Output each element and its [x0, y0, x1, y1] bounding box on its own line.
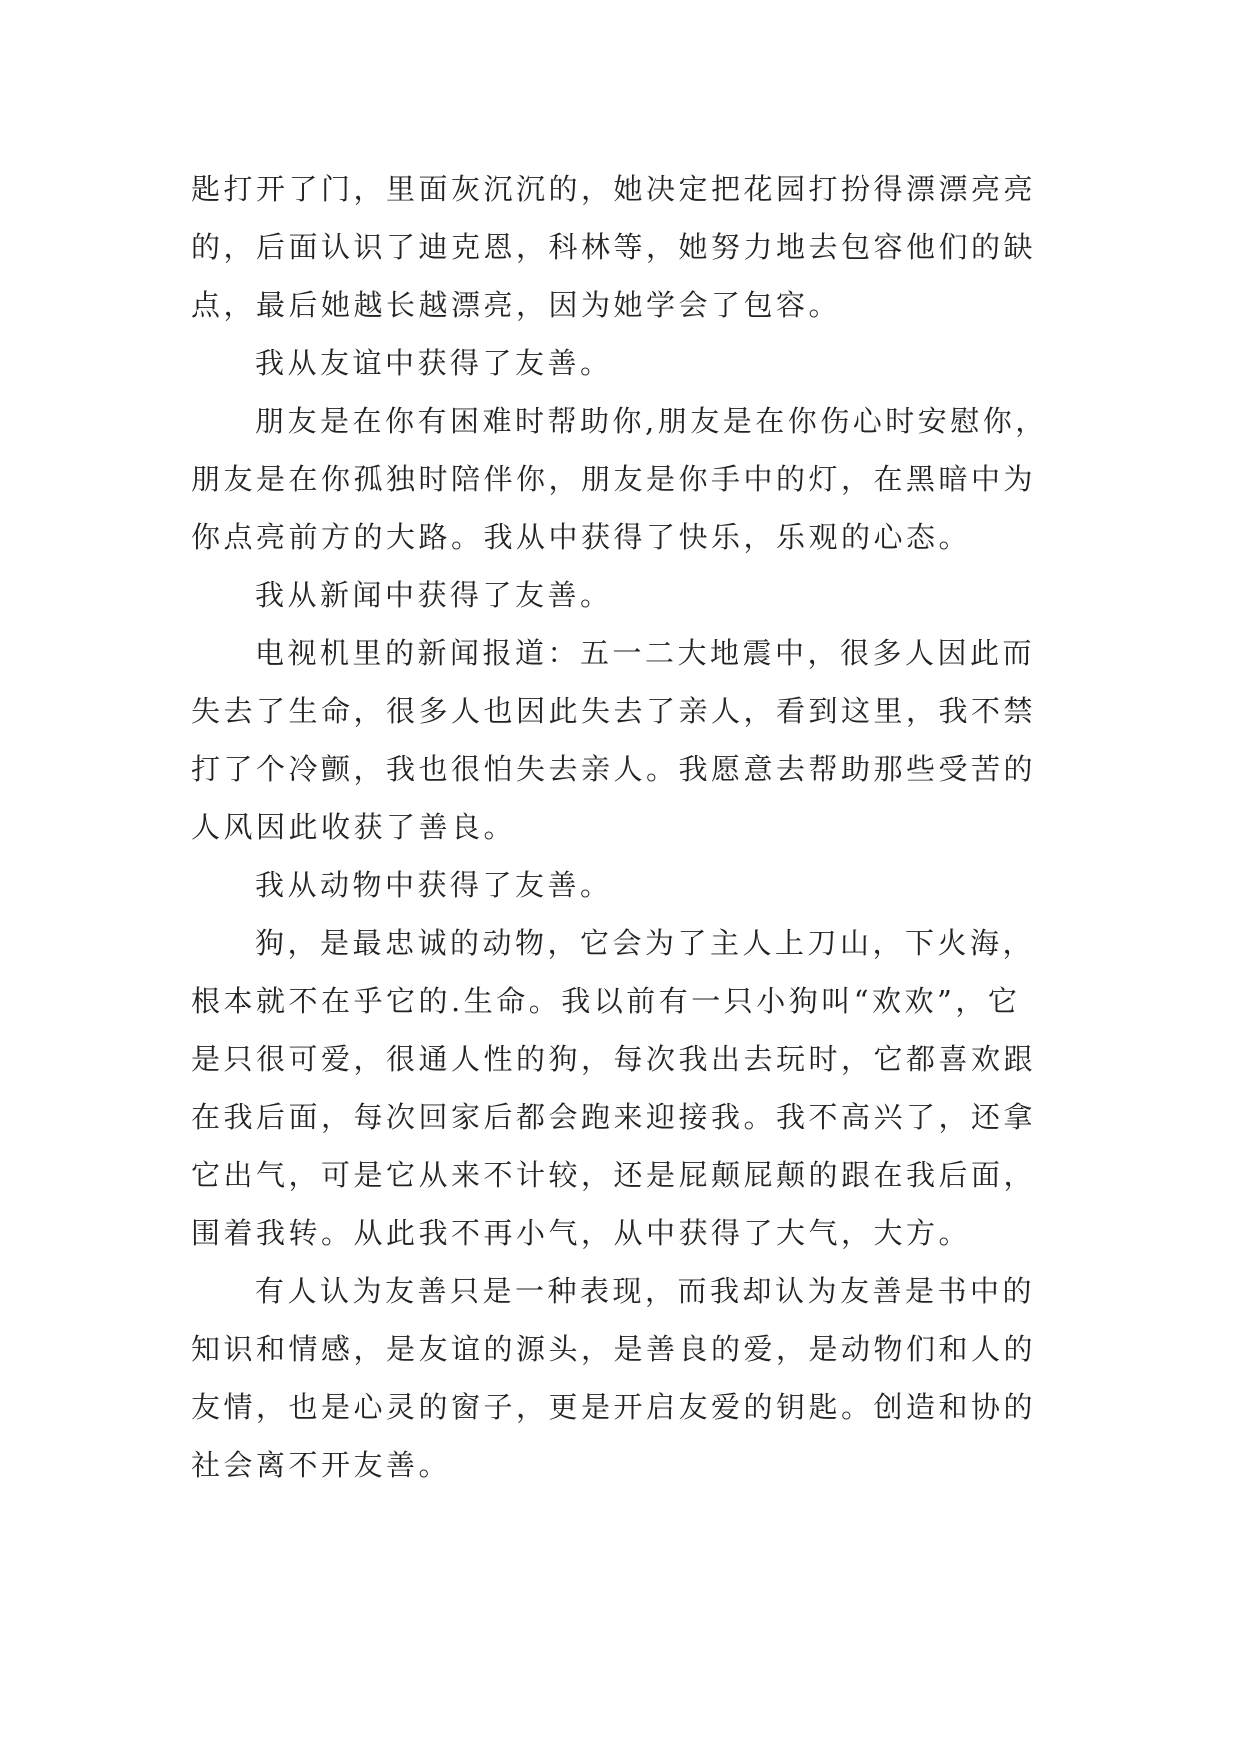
section-heading: 我从友谊中获得了友善。	[255, 346, 613, 380]
text-line: 有人认为友善只是一种表现，而我却认为友善是书中的	[255, 1274, 1036, 1308]
section-heading: 我从动物中获得了友善。	[255, 868, 613, 902]
text-line: 的，后面认识了迪克恩，科林等，她努力地去包容他们的缺	[191, 230, 1037, 264]
text-line: 狗，是最忠诚的动物，它会为了主人上刀山，下火海，	[255, 926, 1036, 960]
text-line: 朋友是在你有困难时帮助你,朋友是在你伤心时安慰你，	[255, 404, 1048, 438]
text-line: 打了个冷颤，我也很怕失去亲人。我愿意去帮助那些受苦的	[191, 752, 1037, 786]
text-line: 电视机里的新闻报道：五一二大地震中，很多人因此而	[255, 636, 1036, 670]
text-line: 你点亮前方的大路。我从中获得了快乐，乐观的心态。	[191, 520, 972, 554]
text-line: 点，最后她越长越漂亮，因为她学会了包容。	[191, 288, 842, 322]
section-heading: 我从新闻中获得了友善。	[255, 578, 613, 612]
text-line: 社会离不开友善。	[191, 1448, 452, 1482]
text-line: 根本就不在乎它的.生命。我以前有一只小狗叫“欢欢”，它	[191, 984, 1021, 1018]
text-line: 匙打开了门，里面灰沉沉的，她决定把花园打扮得漂漂亮亮	[191, 172, 1037, 206]
text-line: 在我后面，每次回家后都会跑来迎接我。我不高兴了，还拿	[191, 1100, 1037, 1134]
text-line: 友情，也是心灵的窗子，更是开启友爱的钥匙。创造和协的	[191, 1390, 1037, 1424]
text-line: 是只很可爱，很通人性的狗，每次我出去玩时，它都喜欢跟	[191, 1042, 1037, 1076]
text-line: 它出气，可是它从来不计较，还是屁颠屁颠的跟在我后面，	[191, 1158, 1037, 1192]
body-text	[191, 160, 1061, 1494]
text-line: 围着我转。从此我不再小气，从中获得了大气，大方。	[191, 1216, 972, 1250]
text-line: 知识和情感，是友谊的源头，是善良的爱，是动物们和人的	[191, 1332, 1037, 1366]
text-line: 朋友是在你孤独时陪伴你，朋友是你手中的灯，在黑暗中为	[191, 462, 1037, 496]
text-line: 人风因此收获了善良。	[191, 810, 517, 844]
text-line: 失去了生命，很多人也因此失去了亲人，看到这里，我不禁	[191, 694, 1037, 728]
